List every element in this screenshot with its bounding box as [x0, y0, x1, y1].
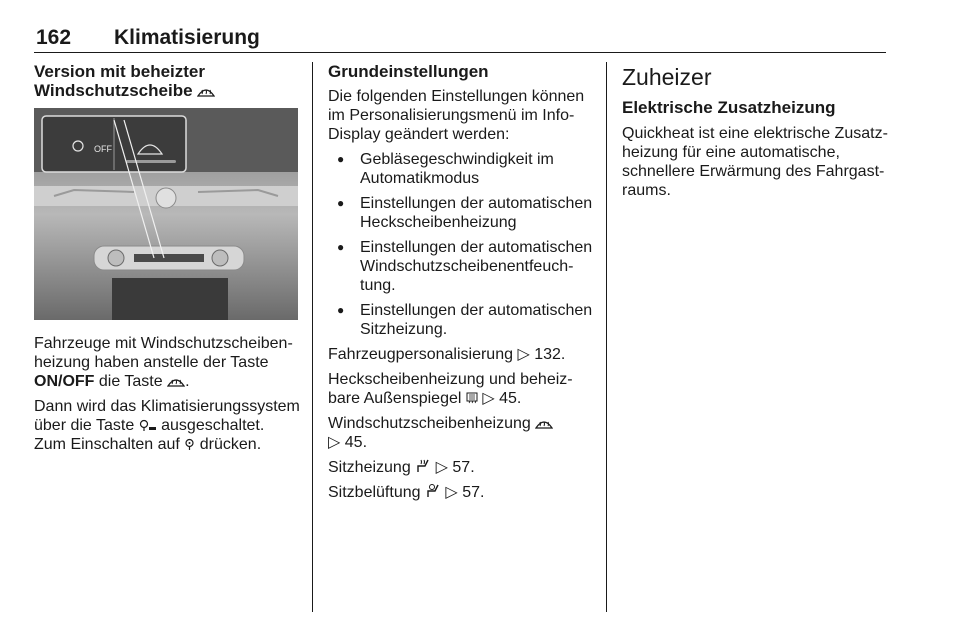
- page-number: 162: [36, 26, 72, 49]
- column-divider: [606, 62, 607, 612]
- fan-off-icon: [139, 419, 157, 432]
- photo-button-label: OFF: [94, 144, 112, 154]
- cross-reference[interactable]: Heckscheibenheizung und beheiz-bare Außenspiegel ▷ 45.: [328, 371, 573, 407]
- seat-heater-icon: [415, 458, 431, 474]
- reference-arrow-icon: ▷: [328, 434, 341, 451]
- list-item: ● Einstellungen der automatischen Sitzheizung.: [328, 301, 596, 339]
- list-item: ● Gebläsegeschwindigkeit im Automatikmodus: [328, 150, 596, 188]
- section-heading: Grundeinstellungen: [328, 62, 489, 81]
- page-header: [34, 24, 886, 53]
- reference-arrow-icon: ▷: [445, 484, 458, 501]
- windscreen-heater-icon: [167, 376, 185, 388]
- paragraph: Die folgenden Einstellungen können im Personalisierungsmenü im Info-Display geändert werden:: [328, 88, 585, 143]
- paragraph: Quickheat ist eine elektrische Zusatz-heizung für eine automatische, schnellere Erwärmung des Fahrgast-raums.: [622, 125, 888, 199]
- column-middle: [328, 62, 596, 508]
- cross-reference[interactable]: Fahrzeugpersonalisierung ▷ 132.: [328, 346, 566, 363]
- column-left: [34, 62, 302, 460]
- cross-reference[interactable]: Sitzbelüftung ▷ 57.: [328, 484, 485, 501]
- settings-list: [328, 150, 596, 339]
- cross-reference[interactable]: Sitzheizung ▷ 57.: [328, 459, 475, 476]
- column-right: [622, 62, 888, 206]
- seat-ventilation-icon: [425, 483, 441, 499]
- section-heading: Zuheizer: [622, 64, 712, 90]
- column-divider: [312, 62, 313, 612]
- list-item: ● Einstellungen der automatischen Windschutzscheibenentfeuch-tung.: [328, 238, 596, 295]
- paragraph: Fahrzeuge mit Windschutzscheiben- heizung haben anstelle der Taste ON/OFF die Taste .: [34, 335, 293, 390]
- windscreen-heater-icon: [197, 86, 215, 98]
- rear-window-heater-icon: [466, 392, 478, 405]
- chapter-title: Klimatisierung: [114, 26, 260, 49]
- key-label: ON/OFF: [34, 373, 95, 390]
- windscreen-heater-icon: [535, 418, 553, 430]
- reference-arrow-icon: ▷: [435, 459, 448, 476]
- paragraph: Dann wird das Klimatisierungssystem über die Taste ausgeschaltet. Zum Einschalten auf drücken.: [34, 398, 300, 453]
- subsection-heading: Elektrische Zusatzheizung: [622, 98, 836, 117]
- reference-arrow-icon: ▷: [517, 346, 530, 363]
- climate-panel-photo: [34, 108, 298, 320]
- list-item: ● Einstellungen der automatischen Heckscheibenheizung: [328, 194, 596, 232]
- reference-arrow-icon: ▷: [482, 390, 495, 407]
- cross-reference[interactable]: Windschutzscheibenheizung ▷ 45.: [328, 414, 596, 452]
- fan-icon: [184, 437, 195, 451]
- section-heading: Version mit beheizter Windschutzscheibe: [34, 62, 302, 100]
